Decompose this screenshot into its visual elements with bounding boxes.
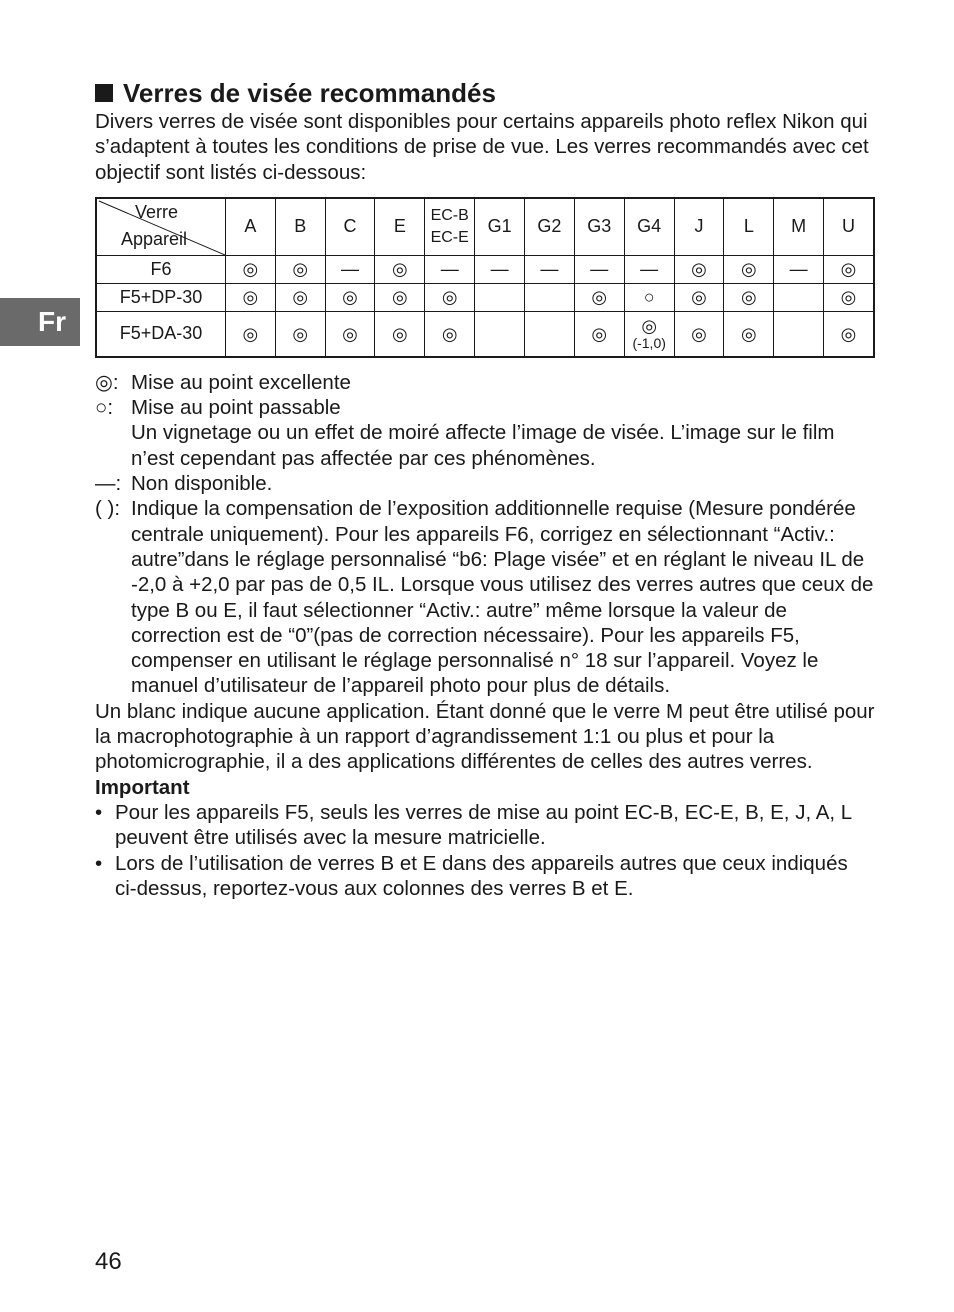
table-cell: ◎ bbox=[674, 255, 724, 283]
intro-paragraph: Divers verres de visée sont disponibles pour certains appareils photo reflex Nikon qui s’adaptent à toutes les conditions de prise de vue. Les verres recommandés avec cet objectif sont listés ci-dessous: bbox=[95, 110, 869, 184]
circle-icon: ○: bbox=[95, 396, 114, 420]
list-item bbox=[95, 851, 875, 902]
col-header: L bbox=[724, 198, 774, 256]
col-header: U bbox=[824, 198, 874, 256]
table-cell: ◎ bbox=[325, 283, 375, 311]
legend-text: Mise au point excellente bbox=[131, 370, 351, 394]
table-cell bbox=[525, 311, 575, 357]
bullet-icon: • bbox=[95, 800, 103, 824]
screen-compat-table bbox=[95, 197, 875, 358]
camera-name: F5+DP-30 bbox=[96, 283, 226, 311]
legend-item bbox=[95, 395, 875, 420]
table-cell: ◎ bbox=[824, 255, 874, 283]
table-cell: ◎ bbox=[574, 283, 624, 311]
blank-note: Un blanc indique aucune application. Étant donné que le verre M peut être utilisé pour la macrophotographie à un rapport d’agrandissement 1:1 ou plus et pour la photomicrographie, il a des applications différentes de celles des autres verres. bbox=[95, 699, 875, 774]
table-cell: ◎ bbox=[724, 255, 774, 283]
legend-item bbox=[95, 370, 875, 395]
list-item-text: Pour les appareils F5, seuls les verres de mise au point EC-B, EC-E, B, E, J, A, L peuvent être utilisés avec la mesure matricielle. bbox=[115, 800, 852, 850]
col-header: E bbox=[375, 198, 425, 256]
table-cell: ◎ bbox=[724, 283, 774, 311]
table-cell bbox=[475, 311, 525, 357]
table-cell: ◎ bbox=[275, 255, 325, 283]
table-cell bbox=[475, 283, 525, 311]
table-cell: ◎ bbox=[824, 311, 874, 357]
parentheses-key: ( ): bbox=[95, 497, 121, 521]
table-cell: ◎ bbox=[226, 311, 276, 357]
legend-text: Indique la compensation de l’exposition additionnelle requise (Mesure pondérée centrale uniquement). Pour les appareils F6, corrigez en sélectionnant “Activ.: autre”dans le réglage personnalisé “b6: Plage visée” et en réglant le niveau IL de -2,0 à +2,0 par pas de 0,5 IL. Lorsque vous utilisez des verres autres que ceux de type B ou E, il faut sélectionner “Activ.: autre” même lorsque la valeur de correction est de “0”(pas de correction nécessaire). Pour les appareils F5, compenser en utilisant le réglage personnalisé n° 18 sur l’appareil. Voyez le manuel d’utilisateur de l’appareil photo pour plus de détails. bbox=[131, 497, 874, 698]
legend-note: Un vignetage ou un effet de moiré affecte l’image de visée. L’image sur le film n’est cependant pas affectée par ces phénomènes. bbox=[131, 421, 835, 470]
square-bullet-icon bbox=[95, 84, 113, 102]
legend bbox=[95, 370, 875, 699]
col-header-ecb: EC-B bbox=[430, 206, 469, 224]
table-cell: ◎ bbox=[275, 311, 325, 357]
double-circle-icon: ◎: bbox=[95, 370, 119, 394]
col-header: J bbox=[674, 198, 724, 256]
table-cell bbox=[774, 311, 824, 357]
table-cell: ◎ bbox=[275, 283, 325, 311]
table-row bbox=[96, 283, 874, 311]
table-cell bbox=[525, 283, 575, 311]
table-cell: ◎ bbox=[724, 311, 774, 357]
legend-text: Mise au point passable bbox=[131, 396, 341, 420]
legend-item bbox=[95, 496, 875, 698]
bullet-icon: • bbox=[95, 851, 103, 875]
table-cell: — bbox=[624, 255, 674, 283]
table-cell: — bbox=[525, 255, 575, 283]
page-number: 46 bbox=[95, 1248, 122, 1275]
table-cell-symbol: ◎ bbox=[641, 315, 658, 336]
important-list bbox=[95, 800, 875, 901]
legend-text: Non disponible. bbox=[131, 472, 273, 496]
header-verre: Verre bbox=[135, 201, 179, 222]
table-cell: ◎ bbox=[375, 255, 425, 283]
col-header: B bbox=[275, 198, 325, 256]
camera-name: F6 bbox=[96, 255, 226, 283]
col-header: C bbox=[325, 198, 375, 256]
main-content bbox=[95, 77, 875, 901]
col-header: G2 bbox=[525, 198, 575, 256]
table-cell: ◎ bbox=[674, 283, 724, 311]
col-header: G3 bbox=[574, 198, 624, 256]
table-cell: ◎ bbox=[226, 255, 276, 283]
section-heading bbox=[95, 77, 875, 109]
table-cell: ◎ bbox=[375, 283, 425, 311]
table-cell: — bbox=[325, 255, 375, 283]
compensation-note: (-1,0) bbox=[632, 334, 666, 351]
col-header-ecb-ece bbox=[425, 198, 475, 256]
col-header: M bbox=[774, 198, 824, 256]
table-row bbox=[96, 311, 874, 357]
important-heading: Important bbox=[95, 775, 190, 799]
table-cell: ◎ bbox=[425, 283, 475, 311]
section-title: Verres de visée recommandés bbox=[123, 78, 496, 108]
table-header-row bbox=[96, 198, 874, 256]
table-cell: ◎ bbox=[674, 311, 724, 357]
table-cell: ◎ bbox=[425, 311, 475, 357]
language-tab: Fr bbox=[0, 298, 80, 346]
header-appareil: Appareil bbox=[121, 228, 188, 249]
table-cell: ◎ bbox=[824, 283, 874, 311]
table-cell: ◎ bbox=[574, 311, 624, 357]
table-cell: — bbox=[574, 255, 624, 283]
table-cell: ◎ bbox=[226, 283, 276, 311]
table-cell: ◎ bbox=[325, 311, 375, 357]
list-item-text: Lors de l’utilisation de verres B et E dans des appareils autres que ceux indiqués ci-dessus, reportez-vous aux colonnes des verres B et E. bbox=[115, 851, 848, 900]
col-header: G1 bbox=[475, 198, 525, 256]
table-cell: — bbox=[425, 255, 475, 283]
table-corner-cell bbox=[96, 198, 226, 256]
col-header: A bbox=[226, 198, 276, 256]
table-cell: — bbox=[475, 255, 525, 283]
legend-item bbox=[95, 471, 875, 496]
table-cell-g4 bbox=[624, 311, 674, 357]
list-item bbox=[95, 800, 875, 851]
table-row bbox=[96, 255, 874, 283]
camera-name: F5+DA-30 bbox=[96, 311, 226, 357]
dash-icon: —: bbox=[95, 472, 122, 496]
col-header: G4 bbox=[624, 198, 674, 256]
table-cell bbox=[774, 283, 824, 311]
table-cell: — bbox=[774, 255, 824, 283]
table-cell: ○ bbox=[624, 283, 674, 311]
col-header-ece: EC-E bbox=[430, 228, 469, 246]
table-cell: ◎ bbox=[375, 311, 425, 357]
